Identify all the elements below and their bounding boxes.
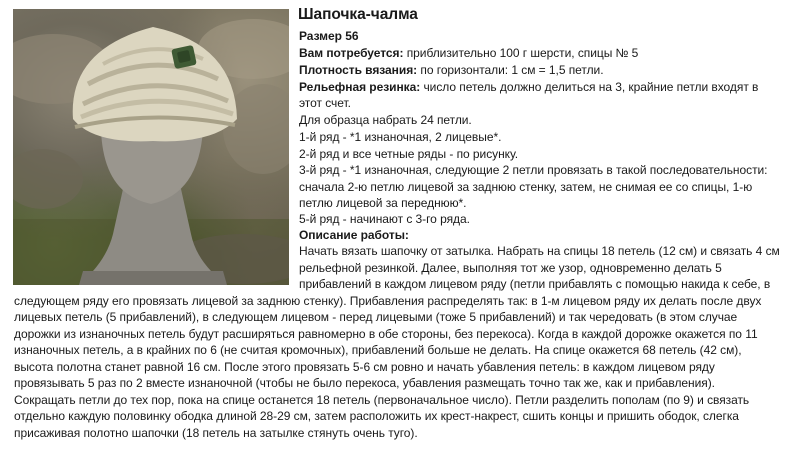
work-line: Сокращать петли до тех пор, пока на спице останется 18 петель (первоначальное число). Петли разделить пополам (по 9) и связать [14,393,750,407]
sample-line: Для образца набрать 24 петли. [299,113,472,127]
row-1-line: 1-й ряд - *1 изнаночная, 2 лицевые*. [299,130,502,144]
work-line: изнаночных петель, а в крайних по 6 (не считая кромочных), прибавлений больше не делать. На спице окажется 68 петель (42 см), [14,343,742,357]
density-line [299,63,603,78]
work-line: рельефной резинкой. Далее, выполняя тот же узор, одновременно делать 5 [299,261,722,275]
work-line: присаживая полотно шапочки (18 петель на затылке стянуть очень туго). [14,426,418,440]
rib-line-2: этот счет. [299,96,351,110]
rib-value: число петель должно делиться на 3, крайние петли входят в [420,80,759,94]
rib-line [299,80,758,95]
row-2-line: 2-й ряд и все четные ряды - по рисунку. [299,147,519,161]
work-line: Начать вязать шапочку от затылка. Набрать на спицы 18 петель (12 см) и связать 4 см [299,244,780,258]
needs-line [299,46,638,61]
work-line: высота полотна станет равной 16 см. После этого провязать 5-6 см ровно и начать убавления петель: в каждом лицевом ряду [14,360,715,374]
row-3-line-c: петлю лицевой за переднюю*. [299,196,467,210]
work-line: прибавлений в каждом лицевом ряду (петли прибавлять с помощью накида к себе, в [299,277,771,291]
size-line: Размер 56 [299,29,359,43]
document-title: Шапочка-чалма [298,6,418,23]
rib-label: Рельефная резинка: [299,80,421,94]
work-line: отдельно каждую половинку ободка длиной 28-29 см, затем расположить их крест-накрест, сшить концы и пришить ободок, слегка [14,409,739,423]
work-label: Описание работы: [299,228,409,242]
needs-value: приблизительно 100 г шерсти, спицы № 5 [403,46,639,60]
work-line: лицевых петель (5 прибавлений), в следующем лицевом - перед лицевыми (тоже 5 прибавлений) и так чередовать (в этом случае [14,310,738,324]
density-value: по горизонтали: 1 см = 1,5 петли. [417,63,604,77]
work-line: дорожки из изнаночных петель будут расширяться равномерно в обе стороны, без перекоса). Когда в каждой дорожке окажется по 11 [14,327,758,341]
needs-label: Вам потребуется: [299,46,404,60]
row-3-line-a: 3-й ряд - *1 изнаночная, следующие 2 петли провязать в такой последовательности: [299,163,768,177]
work-line: провязывать 5 раз по 2 вместе изнаночной (чтобы не было перекоса, убавления размещать точно так же, как и прибавления). [14,376,715,390]
work-line: следующем ряду его провязать лицевой за заднюю стенку). Прибавления распределять так: в 1-м лицевом ряду их делать после двух [14,294,762,308]
row-3-line-b: сначала 2-ю петлю лицевой за заднюю стенку, затем, не снимая ее со спицы, 1-ю [299,180,753,194]
row-5-line: 5-й ряд - начинают с 3-го ряда. [299,212,470,226]
density-label: Плотность вязания: [299,63,418,77]
